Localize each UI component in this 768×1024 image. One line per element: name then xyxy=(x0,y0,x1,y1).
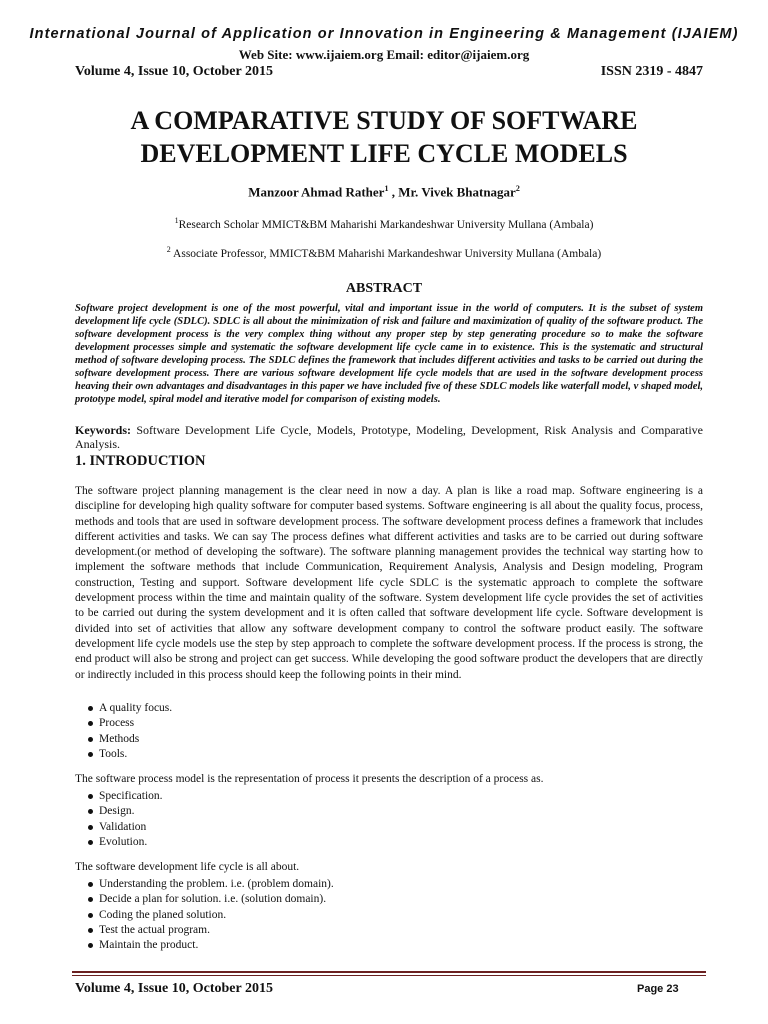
list-item xyxy=(75,789,675,804)
volume-issue: Volume 4, Issue 10, October 2015 xyxy=(75,64,273,79)
footer-rule xyxy=(72,971,706,973)
list-item xyxy=(75,835,675,850)
introduction-paragraph: The software project planning management is the clear need in now a day. A plan is like a road map. Software engineering is a discipline for developing high quality software for computer based systems. Software engineering is all about the quality focus, process, methods and tools that are used in software development process. The software development process defines a framework that includes different activities and tasks. We can say The process defines what different activities and tasks are to be carried out during software development.(or method of developing the software). The software planning management provides the technical way starting how to implement the software methods that include Communication, Requirement Analysis, Analysis and Design modeling, Program construction, Testing and support. Software development life cycle SDLC is the systematic approach to complete the software development process within the time and maintain quality of the software. System development life cycle provides the set of activities to be carried out during the system development and it is often called that software development life cycle. Software development is divided into set of activities that allow any software development company to control the software product easily. The software development life cycle models use the step by step approach to complete the software development process. If the process is strong, the end product will also be strong and project can get success. While developing the good software product the developers that are directly or indirectly included in this process should keep the following points in their mind. xyxy=(75,485,703,681)
bullet-icon xyxy=(88,809,93,814)
affiliation-1-text: Research Scholar MMICT&BM Maharishi Markandeshwar University Mullana (Ambala) xyxy=(178,218,594,231)
affiliation-1 xyxy=(0,216,768,231)
journal-name: International Journal of Application or Innovation in Engineering & Management (IJAIEM) xyxy=(29,26,739,42)
affiliation-2-sup: 2 xyxy=(166,245,171,254)
list-item-text: Maintain the product. xyxy=(99,939,199,952)
list-item xyxy=(75,892,675,907)
footer-volume: Volume 4, Issue 10, October 2015 xyxy=(75,981,273,996)
abstract-heading: ABSTRACT xyxy=(345,281,423,296)
list-item xyxy=(75,820,675,835)
list-item xyxy=(75,908,675,923)
section-heading-introduction: 1. INTRODUCTION xyxy=(75,453,206,469)
list-item-text: Tools. xyxy=(99,747,128,760)
footer-rule-thin xyxy=(72,975,706,976)
bullet-icon xyxy=(88,943,93,948)
list-item xyxy=(75,716,675,731)
author-1-sup: 1 xyxy=(384,184,389,193)
list-item-text: Decide a plan for solution. i.e. (solution domain). xyxy=(99,893,327,906)
journal-website: Web Site: www.ijaiem.org Email: editor@ijaiem.org xyxy=(238,47,530,62)
paper-title xyxy=(60,104,708,170)
list-item-text: Validation xyxy=(99,820,147,833)
list-item xyxy=(75,747,675,762)
paper-title-line-2: DEVELOPMENT LIFE CYCLE MODELS xyxy=(140,139,628,168)
page-number: Page 23 xyxy=(637,983,679,995)
sdlc-steps-list xyxy=(75,877,675,953)
list-item xyxy=(75,804,675,819)
process-model-intro: The software process model is the representation of process it presents the description of a process as. xyxy=(75,773,544,785)
list-item-text: Understanding the problem. i.e. (problem domain). xyxy=(99,878,334,890)
bullet-icon xyxy=(88,737,93,742)
issn: ISSN 2319 - 4847 xyxy=(600,64,703,79)
bullet-icon xyxy=(88,928,93,933)
author-list xyxy=(0,184,768,200)
list-item xyxy=(75,923,675,938)
quality-points-list xyxy=(75,701,675,762)
bullet-icon xyxy=(88,721,93,726)
affiliation-2 xyxy=(0,245,768,260)
bullet-icon xyxy=(88,840,93,845)
volume-header xyxy=(75,64,703,80)
list-item-text: Methods xyxy=(99,732,140,745)
bullet-icon xyxy=(88,913,93,918)
affiliation-1-sup: 1 xyxy=(174,216,179,225)
bullet-icon xyxy=(88,706,93,711)
list-item-text: Coding the planed solution. xyxy=(99,908,227,921)
keywords-label: Keywords: xyxy=(75,423,131,437)
author-2: Mr. Vivek Bhatnagar xyxy=(398,184,516,200)
list-item-text: Process xyxy=(99,717,135,730)
list-item-text: Design. xyxy=(99,805,135,818)
keywords-text: Software Development Life Cycle, Models, Prototype, Modeling, Development, Risk Analysis and Comparative Analysis. xyxy=(75,423,703,451)
keywords xyxy=(75,424,703,451)
list-item xyxy=(75,732,675,747)
list-item-text: A quality focus. xyxy=(99,702,173,714)
sdlc-intro: The software development life cycle is all about. xyxy=(75,861,300,873)
paper-title-line-1: A COMPARATIVE STUDY OF SOFTWARE xyxy=(130,106,638,135)
affiliation-2-text: Associate Professor, MMICT&BM Maharishi Markandeshwar University Mullana (Ambala) xyxy=(170,247,602,260)
list-item-text: Evolution. xyxy=(99,835,148,848)
bullet-icon xyxy=(88,825,93,830)
bullet-icon xyxy=(88,752,93,757)
author-2-sup: 2 xyxy=(515,184,520,193)
bullet-icon xyxy=(88,882,93,887)
bullet-icon xyxy=(88,794,93,799)
abstract-text: Software project development is one of the most powerful, vital and important issue in the world of computers. It is the subset of system development life cycle (SDLC). SDLC is all about the minimization of risk and failure and maximization of quality of the software product. The software development process is the very complex thing without any proper step by step generating procedure so to make the software development processes simple and systematic the software development life cycle came in to existence. This is the systematic and structural method of software developing process. The SDLC defines the framework that includes different activities and tasks to be carried out during the software development process. There are various software development life cycle models that are used in the software development process heaving their own advantages and disadvantages in this paper we have included five of these SDLC models like waterfall model, v shaped model, prototype model, spiral model and iterative model for comparison of existing models. xyxy=(75,303,703,405)
list-item xyxy=(75,877,675,892)
author-1: Manzoor Ahmad Rather xyxy=(248,184,385,200)
list-item-text: Test the actual program. xyxy=(99,923,210,936)
author-separator: , xyxy=(388,184,399,200)
bullet-icon xyxy=(88,897,93,902)
list-item-text: Specification. xyxy=(99,790,163,802)
list-item xyxy=(75,701,675,716)
list-item xyxy=(75,938,675,953)
process-model-list xyxy=(75,789,675,850)
